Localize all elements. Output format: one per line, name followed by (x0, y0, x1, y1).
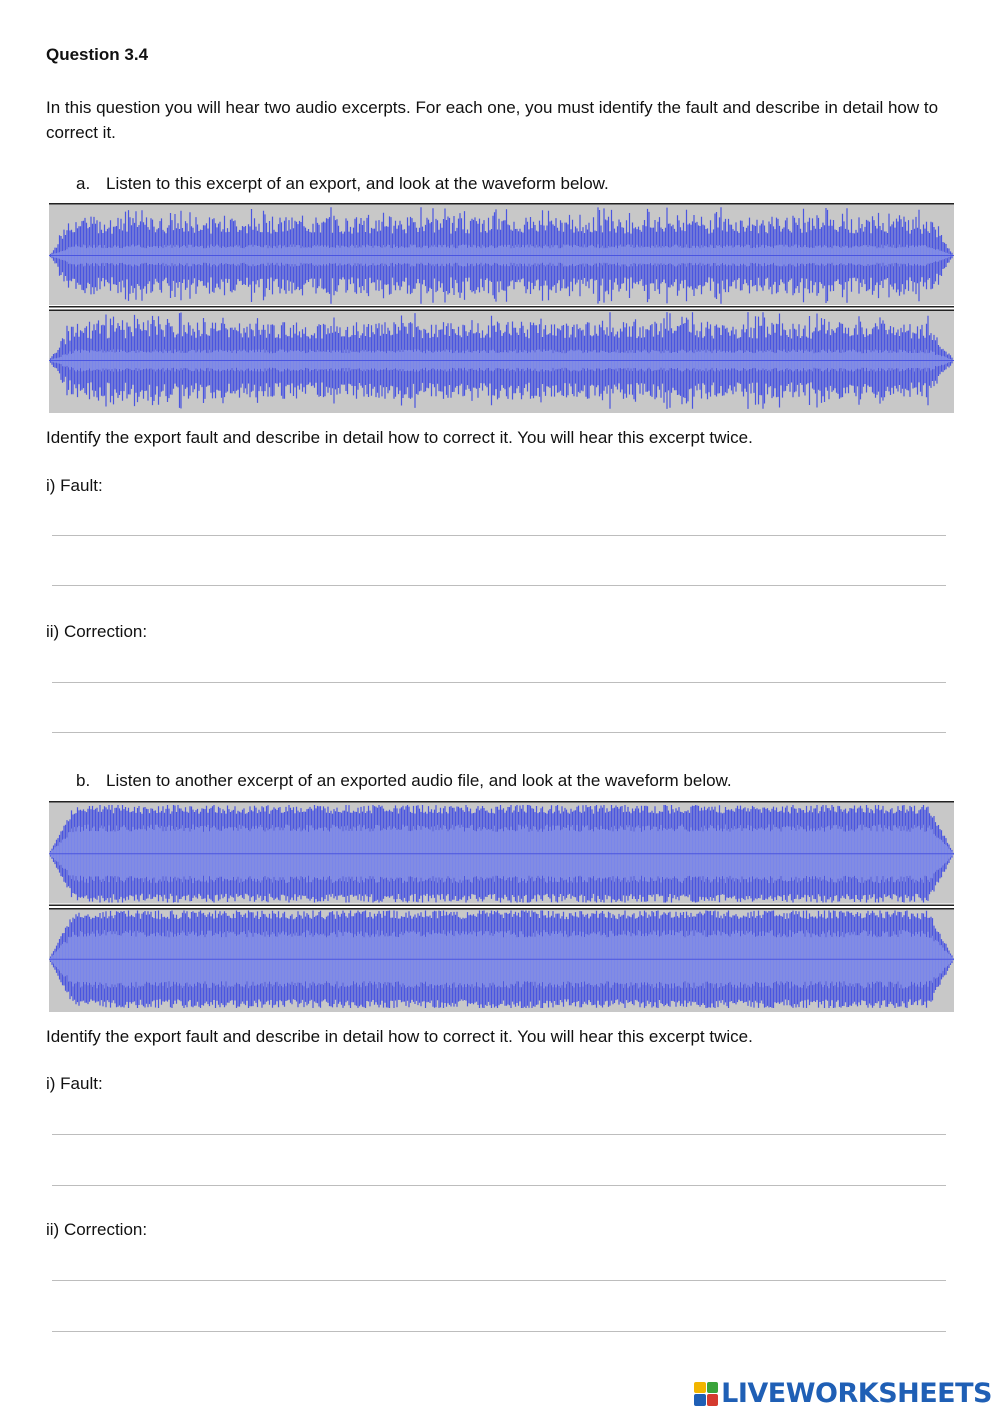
part-a-fault-label: i) Fault: (46, 476, 103, 495)
part-b-fault-label: i) Fault: (46, 1074, 103, 1093)
waveform-b-svg (49, 801, 954, 1012)
part-a-fault-line-2[interactable] (52, 585, 946, 586)
waveform-channel (49, 207, 954, 304)
waveform-a (49, 203, 954, 413)
part-b-correction-line-1[interactable] (52, 1280, 946, 1281)
part-b-correction-line-2[interactable] (52, 1331, 946, 1332)
part-a-correction-label: ii) Correction: (46, 622, 148, 641)
intro-text: In this question you will hear two audio excerpts. For each one, you must identify the fault and describe in detail how to correct it. (46, 98, 939, 142)
part-b-instruction: Identify the export fault and describe in detail how to correct it. You will hear this excerpt twice. (46, 1027, 753, 1046)
part-a-correction-line-1[interactable] (52, 682, 946, 683)
waveform-channel (49, 911, 954, 1009)
waveform-channel (49, 312, 954, 409)
part-a-prompt-text: Listen to this excerpt of an export, and look at the waveform below. (106, 174, 609, 193)
part-a-correction-line-2[interactable] (52, 732, 946, 733)
part-a-letter: a. (76, 174, 91, 193)
part-b-letter: b. (76, 771, 91, 790)
part-b-prompt-text: Listen to another excerpt of an exported audio file, and look at the waveform below. (106, 771, 732, 790)
part-a-prompt (76, 174, 609, 194)
part-a-fault-line-1[interactable] (52, 535, 946, 536)
liveworksheets-logo (694, 1378, 992, 1409)
part-b-fault-line-1[interactable] (52, 1134, 946, 1135)
part-b-prompt (76, 771, 732, 791)
waveform-b (49, 801, 954, 1012)
waveform-a-svg (49, 203, 954, 413)
part-b-fault-line-2[interactable] (52, 1185, 946, 1186)
question-title: Question 3.4 (46, 45, 149, 64)
liveworksheets-logo-text: LIVEWORKSHEETS (721, 1378, 992, 1409)
part-a-instruction: Identify the export fault and describe in detail how to correct it. You will hear this excerpt twice. (46, 428, 753, 447)
waveform-channel (49, 805, 954, 903)
liveworksheets-logo-icon (694, 1382, 718, 1406)
part-b-correction-label: ii) Correction: (46, 1220, 148, 1239)
